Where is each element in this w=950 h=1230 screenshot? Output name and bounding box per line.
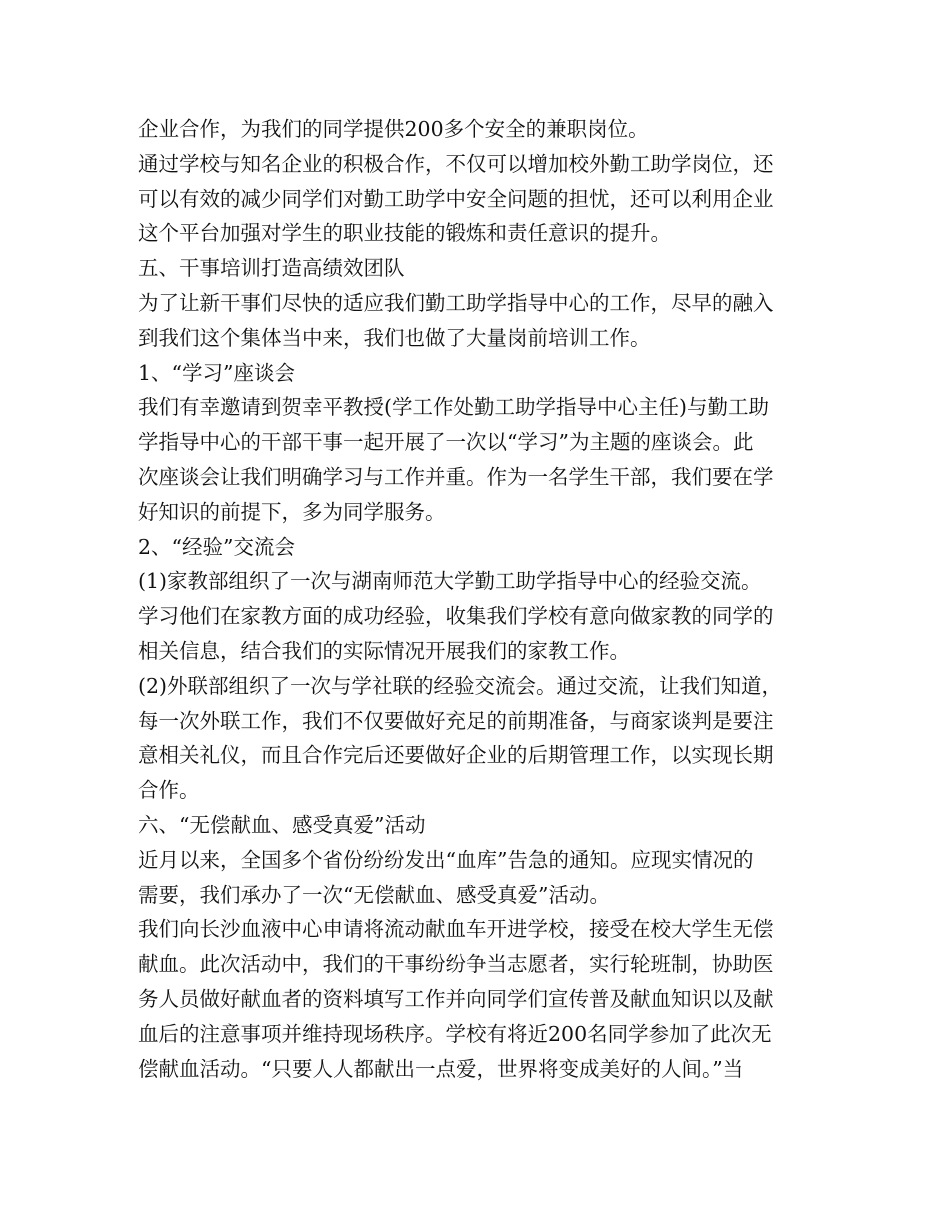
subsection-heading: 1、“学习”座谈会 — [138, 360, 296, 385]
document-body — [138, 112, 828, 1086]
text-line: 学指导中心的干部干事一起开展了一次以“学习”为主题的座谈会。此 — [138, 430, 754, 455]
text-line: 偿献血活动。“只要人人都献出一点爱，世界将变成美好的人间。”当 — [138, 1056, 744, 1081]
text-line: 企业合作，为我们的同学提供200多个安全的兼职岗位。 — [138, 117, 649, 141]
text-line: 这个平台加强对学生的职业技能的锻炼和责任意识的提升。 — [138, 221, 671, 246]
section-heading: 六、“无偿献血、感受真爱”活动 — [138, 812, 426, 837]
subsection-heading: 2、“经验”交流会 — [138, 534, 296, 559]
text-line: 相关信息，结合我们的实际情况开展我们的家教工作。 — [138, 638, 630, 663]
text-line: 我们有幸邀请到贺幸平教授(学工作处勤工助学指导中心主任)与勤工助 — [138, 395, 769, 420]
text-line: 血后的注意事项并维持现场秩序。学校有将近200名同学参加了此次无 — [138, 1021, 772, 1046]
text-line: 意相关礼仪，而且合作完后还要做好企业的后期管理工作，以实现长期 — [138, 743, 774, 768]
text-line: 近月以来，全国多个省份纷纷发出“血库”告急的通知。应现实情况的 — [138, 847, 754, 872]
section-heading: 五、干事培训打造高绩效团队 — [138, 256, 405, 281]
text-line: 学习他们在家教方面的成功经验，收集我们学校有意向做家教的同学的 — [138, 604, 774, 629]
text-line: 通过学校与知名企业的积极合作，不仅可以增加校外勤工助学岗位，还 — [138, 151, 774, 176]
text-line: 好知识的前提下，多为同学服务。 — [138, 499, 446, 524]
text-line: 为了让新干事们尽快的适应我们勤工助学指导中心的工作，尽早的融入 — [138, 290, 774, 315]
text-line: 到我们这个集体当中来，我们也做了大量岗前培训工作。 — [138, 325, 651, 350]
text-line: 献血。此次活动中，我们的干事纷纷争当志愿者，实行轮班制，协助医 — [138, 952, 774, 977]
text-line: (2)外联部组织了一次与学社联的经验交流会。通过交流，让我们知道， — [138, 673, 783, 698]
text-line: (1)家教部组织了一次与湖南师范大学勤工助学指导中心的经验交流。 — [138, 569, 762, 594]
text-line: 每一次外联工作，我们不仅要做好充足的前期准备，与商家谈判是要注 — [138, 708, 774, 733]
text-line: 可以有效的减少同学们对勤工助学中安全问题的担忧，还可以利用企业 — [138, 186, 774, 211]
text-line: 需要，我们承办了一次“无偿献血、感受真爱”活动。 — [138, 882, 610, 907]
text-line: 务人员做好献血者的资料填写工作并向同学们宣传普及献血知识以及献 — [138, 986, 774, 1011]
text-line: 合作。 — [138, 778, 200, 803]
text-line: 次座谈会让我们明确学习与工作并重。作为一名学生干部，我们要在学 — [138, 464, 774, 489]
text-line: 我们向长沙血液中心申请将流动献血车开进学校，接受在校大学生无偿 — [138, 917, 774, 942]
